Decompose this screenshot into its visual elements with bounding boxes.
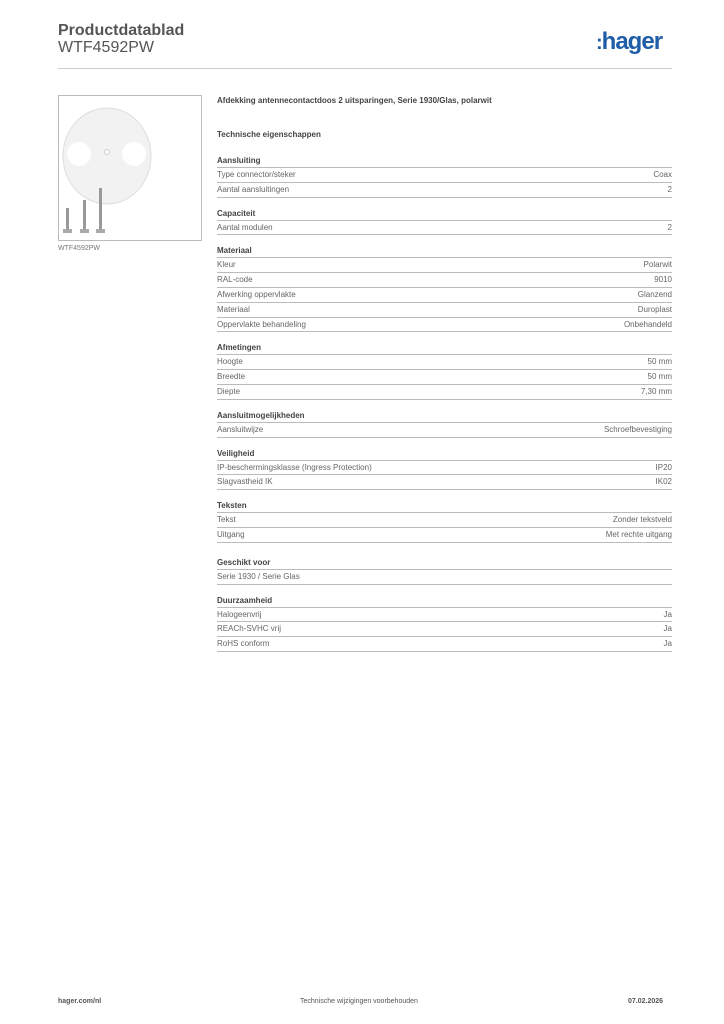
spec-label: Kleur — [217, 260, 236, 270]
product-description: Afdekking antennecontactdoos 2 uitsparingen, Serie 1930/Glas, polarwit — [217, 96, 492, 105]
section-title: Capaciteit — [217, 207, 672, 221]
spec-label: Oppervlakte behandeling — [217, 319, 306, 329]
spec-row — [217, 183, 672, 198]
spec-label: Uitgang — [217, 529, 245, 539]
spec-label: REACh-SVHC vrij — [217, 624, 282, 634]
spec-value: 9010 — [654, 275, 672, 285]
spec-section — [217, 409, 672, 438]
spec-row — [217, 461, 672, 476]
spec-row — [217, 570, 672, 585]
product-image — [58, 95, 202, 241]
spec-row — [217, 168, 672, 183]
spec-value: IK02 — [655, 477, 672, 487]
spec-label: RoHS conform — [217, 639, 270, 649]
section-title: Geschikt voor — [217, 556, 672, 570]
hager-logo: :hager — [596, 28, 663, 55]
spec-value: Glanzend — [637, 289, 672, 299]
spec-section — [217, 207, 672, 236]
spec-value: Ja — [663, 639, 672, 649]
spec-value: Schroefbevestiging — [603, 424, 672, 434]
spec-label: Diepte — [217, 386, 241, 396]
spec-value: 50 mm — [647, 357, 672, 367]
spec-row — [217, 423, 672, 438]
spec-row — [217, 258, 672, 273]
section-title: Teksten — [217, 499, 672, 513]
section-title: Materiaal — [217, 244, 672, 258]
spec-value: Ja — [663, 609, 672, 619]
spec-row — [217, 370, 672, 385]
spec-value: Met rechte uitgang — [605, 529, 672, 539]
spec-label: Hoogte — [217, 357, 243, 367]
footer-website[interactable]: hager.com/nl — [58, 998, 102, 1005]
spec-label: IP-beschermingsklasse (Ingress Protection) — [217, 462, 372, 472]
spec-section — [217, 556, 672, 585]
spec-value: Polarwit — [643, 260, 672, 270]
spec-section — [217, 341, 672, 399]
section-title: Duurzaamheid — [217, 594, 672, 608]
spec-value: IP20 — [655, 462, 672, 472]
spec-section — [217, 154, 672, 198]
page-title: Productdatablad — [58, 22, 185, 39]
spec-label: Slagvastheid IK — [217, 477, 273, 487]
product-code: WTF4592PW — [58, 39, 155, 56]
spec-row — [217, 385, 672, 400]
spec-row — [217, 637, 672, 652]
spec-row — [217, 355, 672, 370]
spec-row — [217, 513, 672, 528]
image-caption: WTF4592PW — [58, 245, 101, 252]
spec-row — [217, 475, 672, 490]
spec-value: Coax — [653, 170, 672, 179]
spec-row — [217, 608, 672, 623]
section-title: Aansluitmogelijkheden — [217, 409, 672, 423]
spec-row — [217, 622, 672, 637]
spec-value: 50 mm — [647, 372, 672, 382]
spec-section — [217, 594, 672, 652]
spec-value: Ja — [663, 624, 672, 634]
spec-label: Serie 1930 / Serie Glas — [217, 571, 300, 581]
spec-label: Aantal modulen — [217, 222, 273, 232]
spec-row — [217, 273, 672, 288]
spec-label: Afwerking oppervlakte — [217, 289, 296, 299]
spec-label: Tekst — [217, 515, 236, 525]
spec-label: Type connector/steker — [217, 170, 296, 179]
spec-row — [217, 318, 672, 333]
spec-label: Aantal aansluitingen — [217, 184, 290, 194]
spec-label: Halogeenvrij — [217, 609, 262, 619]
spec-value: 2 — [667, 184, 672, 194]
section-title: Veiligheid — [217, 447, 672, 461]
spec-label: Aansluitwijze — [217, 424, 264, 434]
section-title: Aansluiting — [217, 154, 672, 168]
footer-date: 07.02.2026 — [628, 998, 664, 1005]
footer-note: Technische wijzigingen voorbehouden — [300, 998, 418, 1005]
spec-section — [217, 499, 672, 543]
section-title: Afmetingen — [217, 341, 672, 355]
tech-heading: Technische eigenschappen — [217, 130, 321, 139]
spec-section — [217, 244, 672, 332]
spec-value: Duroplast — [637, 304, 672, 314]
spec-label: Breedte — [217, 372, 246, 382]
spec-section — [217, 447, 672, 491]
spec-value: Onbehandeld — [623, 319, 672, 329]
spec-value: Zonder tekstveld — [612, 515, 672, 525]
spec-value: 7,30 mm — [640, 386, 672, 396]
spec-label: Materiaal — [217, 304, 250, 314]
header-divider — [58, 68, 672, 69]
spec-table — [217, 154, 672, 661]
spec-row — [217, 303, 672, 318]
spec-value: 2 — [667, 222, 672, 232]
spec-row — [217, 288, 672, 303]
spec-label: RAL-code — [217, 275, 253, 285]
spec-row — [217, 528, 672, 543]
spec-row — [217, 221, 672, 236]
